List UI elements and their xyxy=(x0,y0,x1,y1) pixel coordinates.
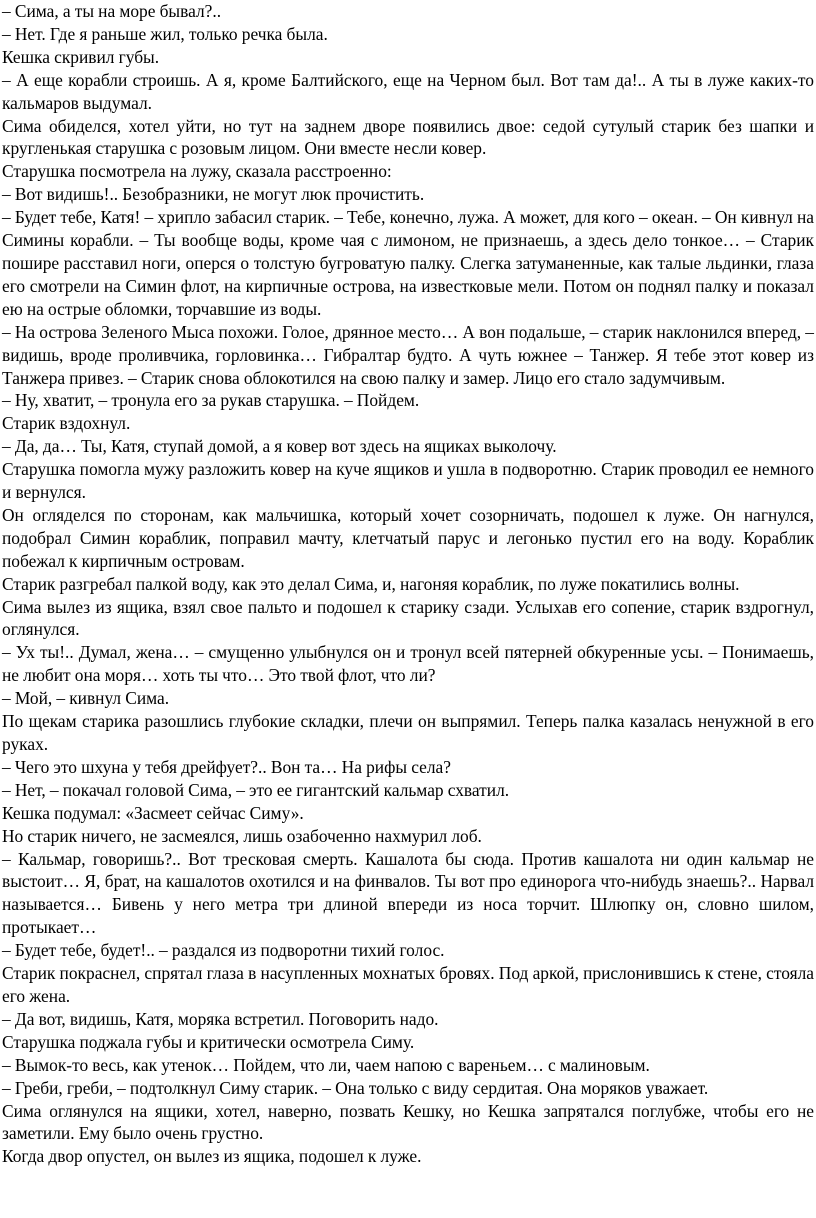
paragraph: – Мой, – кивнул Сима. xyxy=(2,688,170,709)
paragraph: Кешка скривил губы. xyxy=(2,46,160,67)
paragraph: – Будет тебе, будет!.. – раздался из подворотни тихий голос. xyxy=(2,940,445,961)
paragraph: По щекам старика разошлись глубокие складки, плечи он выпрямил. Теперь палка казалась ненужной в его руках. xyxy=(2,711,814,754)
paragraph: Когда двор опустел, он вылез из ящика, подошел к луже. xyxy=(2,1146,422,1167)
paragraph: Но старик ничего, не засмеялся, лишь озабоченно нахмурил лоб. xyxy=(2,825,482,846)
paragraph: – Будет тебе, Катя! – хрипло забасил старик. – Тебе, конечно, лужа. А может, для кого – океан. – Он кивнул на Симины корабли. – Ты вообще воды, кроме чая с лимоном, не признаешь, а здесь дело тонкое… – Старик пошире расставил ноги, оперся о толстую бугроватую палку. Слегка затуманенные, как талые льдинки, глаза его смотрели на Симин флот, на кирпичные острова, на известковые мели. Потом он поднял палку и показал ею на острые обломки, торчавшие из воды. xyxy=(2,207,814,319)
paragraph: Старушка посмотрела на лужу, сказала расстроенно: xyxy=(2,161,392,182)
paragraph: – Да, да… Ты, Катя, ступай домой, а я ковер вот здесь на ящиках выколочу. xyxy=(2,436,557,457)
paragraph: – А еще корабли строишь. А я, кроме Балтийского, еще на Черном был. Вот там да!.. А ты в луже каких-то кальмаров выдумал. xyxy=(2,69,814,113)
paragraph: – Вымок-то весь, как утенок… Пойдем, что ли, чаем напою с вареньем… с малиновым. xyxy=(2,1054,650,1075)
paragraph: – Кальмар, говоришь?.. Вот тресковая смерть. Кашалота бы сюда. Против кашалота ни один кальмар не выстоит… Я, брат, на кашалотов охотился и на финвалов. Ты вот про единорога что-нибудь знаешь?.. Нарвал называется… Бивень у него метра три длиной впереди из носа торчит. Шлюпку он, словно шилом, протыкает… xyxy=(2,848,814,938)
paragraph: Старик покраснел, спрятал глаза в насупленных мохнатых бровях. Под аркой, прислонившись к стене, стояла его жена. xyxy=(2,963,814,1006)
paragraph: Старушка поджала губы и критически осмотрела Симу. xyxy=(2,1031,415,1052)
paragraph: Старушка помогла мужу разложить ковер на куче ящиков и ушла в подворотню. Старик проводил ее немного и вернулся. xyxy=(2,459,814,503)
paragraph: Он огляделся по сторонам, как мальчишка, который хочет созорничать, подошел к луже. Он нагнулся, подобрал Симин кораблик, поправил мачту, клетчатый парус и легонько пустил его на воду. Кораблик побежал к кирпичным островам. xyxy=(2,504,814,571)
paragraph: – Ну, хватит, – тронула его за рукав старушка. – Пойдем. xyxy=(2,390,420,411)
paragraph: – Чего это шхуна у тебя дрейфует?.. Вон та… На рифы села? xyxy=(2,756,451,777)
paragraph: Старик вздохнул. xyxy=(2,413,131,434)
paragraph: – Нет. Где я раньше жил, только речка была. xyxy=(2,23,328,44)
paragraph: Сима обиделся, хотел уйти, но тут на заднем дворе появились двое: седой сутулый старик без шапки и кругленькая старушка с розовым лицом. Они вместе несли ковер. xyxy=(2,115,814,159)
paragraph: – Да вот, видишь, Катя, моряка встретил. Поговорить надо. xyxy=(2,1008,439,1029)
paragraph: Сима оглянулся на ящики, хотел, наверно, позвать Кешку, но Кешка запрятался поглубже, чтобы его не заметили. Ему было очень грустно. xyxy=(2,1100,814,1144)
paragraph: – Вот видишь!.. Безобразники, не могут люк прочистить. xyxy=(2,184,425,205)
paragraph: – Греби, греби, – подтолкнул Симу старик. – Она только с виду сердитая. Она моряков уважает. xyxy=(2,1077,709,1098)
paragraph: Сима вылез из ящика, взял свое пальто и подошел к старику сзади. Услыхав его сопение, старик вздрогнул, оглянулся. xyxy=(2,596,814,640)
paragraph: – Нет, – покачал головой Сима, – это ее гигантский кальмар схватил. xyxy=(2,779,510,800)
paragraph: Старик разгребал палкой воду, как это делал Сима, и, нагоняя кораблик, по луже покатились волны. xyxy=(2,573,740,594)
paragraph: Кешка подумал: «Засмеет сейчас Симу». xyxy=(2,802,304,823)
paragraph: – На острова Зеленого Мыса похожи. Голое, дрянное место… А вон подальше, – старик наклонился вперед, – видишь, вроде проливчика, горловинка… Гибралтар будто. А чуть южнее – Танжер. Я тебе этот ковер из Танжера привез. – Старик снова облокотился на свою палку и замер. Лицо его стало задумчивым. xyxy=(2,321,814,388)
paragraph: – Сима, а ты на море бывал?.. xyxy=(2,1,222,21)
paragraph: – Ух ты!.. Думал, жена… – смущенно улыбнулся он и тронул всей пятерней обкуренные усы. – Понимаешь, не любит она моря… хоть ты что… Это твой флот, что ли? xyxy=(2,642,814,686)
